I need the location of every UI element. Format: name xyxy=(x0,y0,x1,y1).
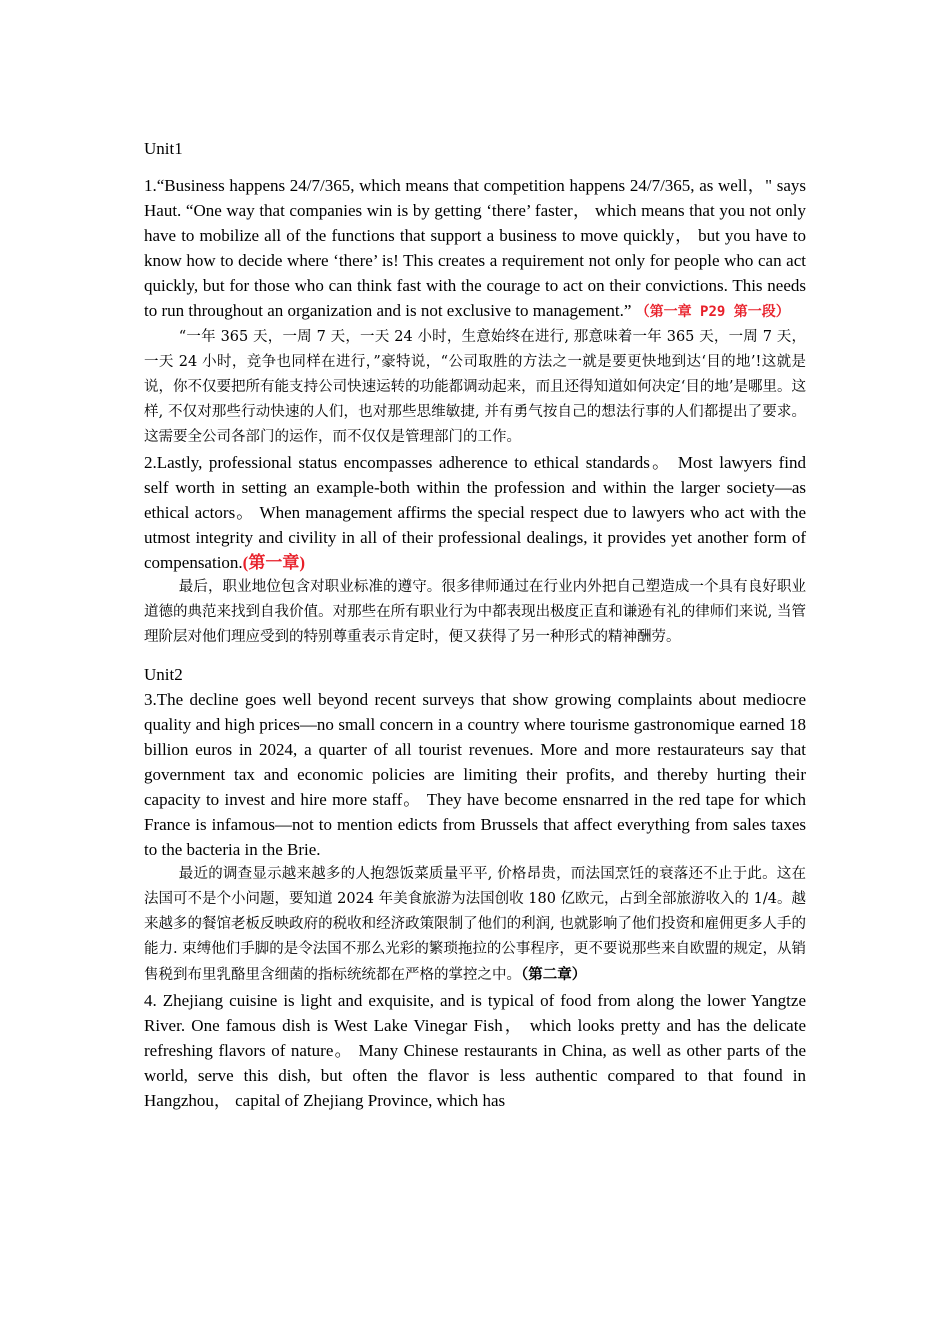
document-page xyxy=(144,136,806,1113)
paragraph-4-number: 4. xyxy=(144,991,157,1010)
paragraph-1-source: （第一章 P29 第一段） xyxy=(635,304,790,320)
paragraph-1 xyxy=(144,173,806,325)
paragraph-1-text: “Business happens 24/7/365, which means that competition happens 24/7/365, as well，" says Haut. “One way that companies win is by getting ‘there’ faster， which means that you not only have to mobilize all of the functions that support a business to move quickly， but you have to know how to decide where ‘there’ is! This creates a requirement not only for people who can act quickly, but for those who can think fast with the courage to act on their convictions. This needs to run throughout an organization and is not exclusive to management.” xyxy=(144,176,806,320)
paragraph-3-source: （第二章） xyxy=(521,966,587,983)
paragraph-4-text: Zhejiang cuisine is light and exquisite, and is typical of food from along the lower Yangtze River. One famous dish is West Lake Vinegar Fish， which looks pretty and has the delicate refreshing flavors of nature。 Many Chinese restaurants in China, as well as other parts of the world, serve this dish, but often the flavor is less authentic compared to that found in Hangzhou， capital of Zhejiang Province, which has xyxy=(144,991,806,1110)
paragraph-2-text: 2.Lastly, professional status encompasses adherence to ethical standards。 Most lawyers find self worth in setting an example-both within the profession and within the larger society—as ethical actors。 When management affirms the special respect due to lawyers who act with the utmost integrity and civility in all of their professional dealings, it provides yet another form of compensation. xyxy=(144,453,806,572)
paragraph-4 xyxy=(144,988,806,1113)
paragraph-3-translation-text: 最近的调查显示越来越多的人抱怨饭菜质量平平, 价格昂贵，而法国烹饪的衰落还不止于此。这在法国可不是个小问题，要知道 2024 年美食旅游为法国创收 180 亿欧元，占到全部旅游收入的 1/4。越来越多的餐馆老板反映政府的税收和经济政策限制了他们的利润, 也就影响了他们投资和雇佣更多人手的能力. 束缚他们手脚的是令法国不那么光彩的繁琐拖拉的公事程序，更不要说那些来自欧盟的规定，从销售税到布里乳酪里含细菌的指标统统都在严格的掌控之中。 xyxy=(144,866,806,983)
section-gap xyxy=(144,650,806,662)
paragraph-2 xyxy=(144,450,806,575)
unit1-heading: Unit1 xyxy=(144,139,183,158)
paragraph-2-source: (第一章) xyxy=(242,553,305,572)
paragraph-2-translation: 最后，职业地位包含对职业标准的遵守。很多律师通过在行业内外把自己塑造成一个具有良好职业道德的典范来找到自我价值。对那些在所有职业行为中都表现出极度正直和谦逊有礼的律师们来说, 当管理阶层对他们理应受到的特别尊重表示肯定时，便又获得了另一种形式的精神酬劳。 xyxy=(144,579,806,645)
unit2-heading: Unit2 xyxy=(144,665,183,684)
paragraph-3-translation xyxy=(144,862,806,988)
paragraph-1-translation: “一年 365 天，一周 7 天，一天 24 小时，生意始终在进行, 那意味着一年 365 天，一周 7 天，一天 24 小时，竞争也同样在进行，”豪特说，“公司取胜的方法之一就是要更快地到达‘目的地’!这就是说，你不仅要把所有能支持公司快速运转的功能都调动起来，而且还得知道如何决定‘目的地’是哪里。这样, 不仅对那些行动快速的人们，也对那些思维敏捷, 并有勇气按自己的想法行事的人们都提出了要求。这需要全公司各部门的运作，而不仅仅是管理部门的工作。 xyxy=(144,329,806,445)
paragraph-3: 3.The decline goes well beyond recent surveys that show growing complaints about mediocre quality and high prices—no small concern in a country where tourisme gastronomique earned 18 billion euros in 2024, a quarter of all tourist revenues. More and more restaurateurs say that government tax and economic policies are limiting their profits, and thereby hurting their capacity to invest and hire more staff。 They have become ensnarred in the red tape for which France is infamous—not to mention edicts from Brussels that affect everything from sales taxes to the bacteria in the Brie. xyxy=(144,690,806,859)
paragraph-1-number: 1. xyxy=(144,176,157,195)
